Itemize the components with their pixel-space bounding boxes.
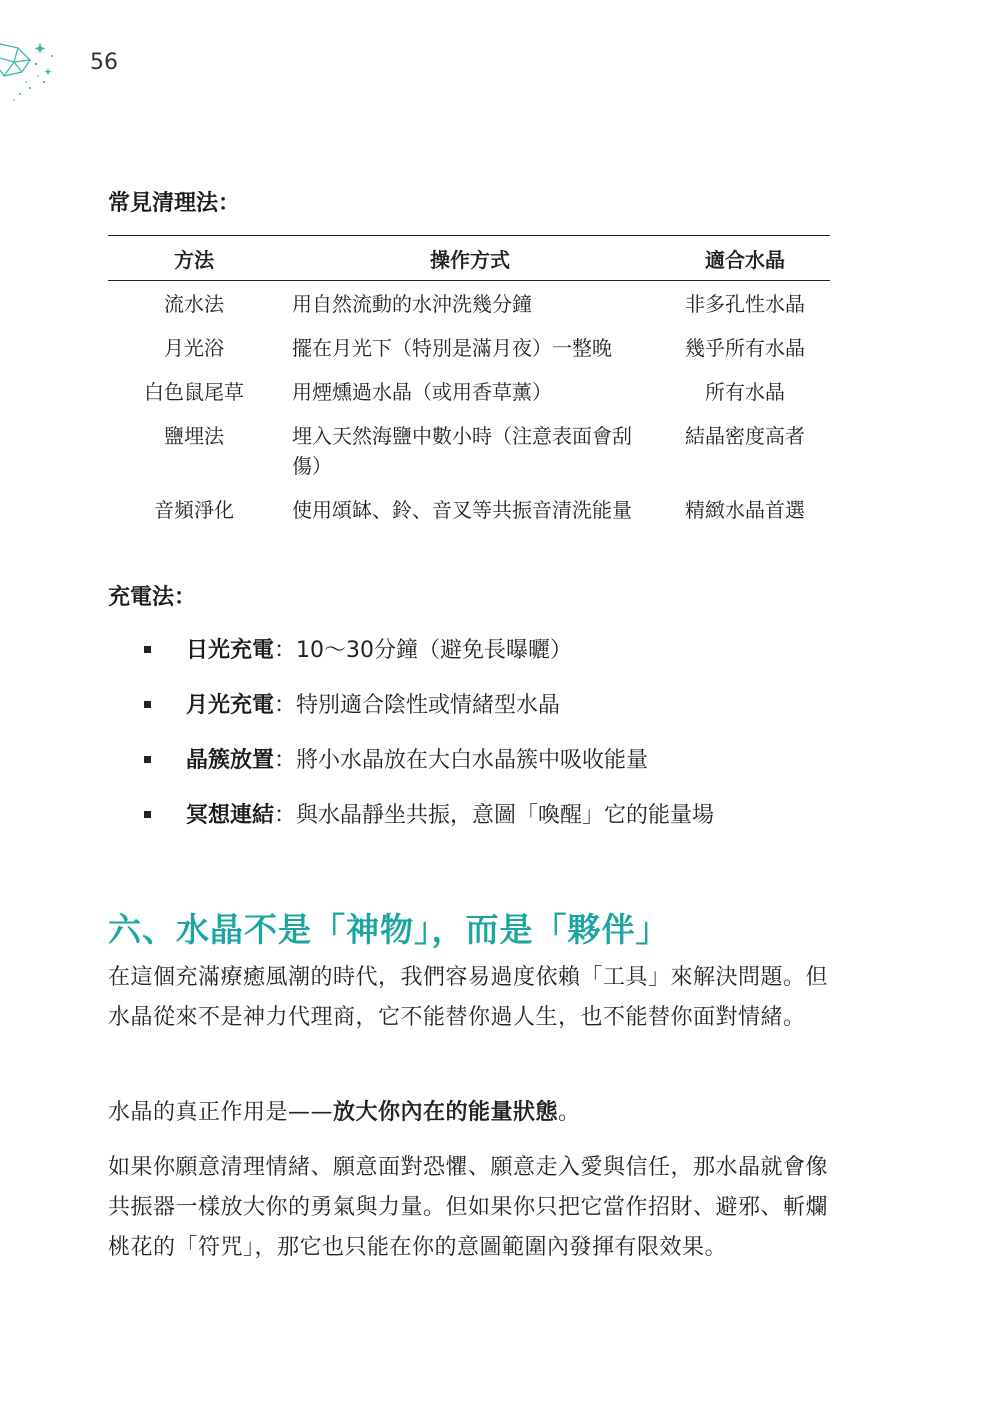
cell-method: 白色鼠尾草 — [144, 380, 244, 404]
table-header-rule — [108, 280, 830, 281]
cell-operation: 使用頌缽、鈴、音叉等共振音清洗能量 — [292, 498, 632, 522]
list-item — [140, 798, 714, 853]
cell-method: 鹽埋法 — [164, 424, 224, 448]
emphasis-text: 放大你內在的能量狀態 — [333, 1099, 559, 1125]
item-description: ：與水晶靜坐共振，意圖「喚醒」它的能量場 — [274, 803, 715, 828]
list-item — [140, 688, 714, 743]
cell-suitable: 精緻水晶首選 — [685, 498, 805, 522]
header-method: 方法 — [174, 247, 214, 272]
cell-suitable: 結晶密度高者 — [685, 424, 805, 448]
list-item — [140, 633, 714, 688]
cell-suitable: 幾乎所有水晶 — [685, 336, 805, 360]
item-description: ：10～30分鐘（避免長曝曬） — [274, 638, 573, 663]
body-paragraph: 在這個充滿療癒風潮的時代，我們容易過度依賴「工具」來解決問題。但水晶從來不是神力代理商，它不能替你過人生，也不能替你面對情緒。 — [108, 965, 829, 1030]
item-term: 月光充電 — [186, 692, 275, 718]
section-heading: 六、水晶不是「神物」，而是「夥伴」 — [108, 910, 670, 949]
cell-method: 月光浴 — [164, 336, 224, 360]
bullet-square-icon — [144, 756, 151, 763]
bullet-square-icon — [144, 646, 151, 653]
item-description: ：特別適合陰性或情緒型水晶 — [274, 693, 561, 718]
item-description: ：將小水晶放在大白水晶簇中吸收能量 — [274, 748, 649, 773]
page-number: 56 — [90, 50, 118, 75]
table-row — [108, 421, 830, 495]
cell-operation: 用煙燻過水晶（或用香草薰） — [292, 380, 552, 404]
crystal-sparkle-icon — [0, 30, 70, 105]
cell-suitable: 非多孔性水晶 — [685, 292, 805, 316]
item-term: 晶簇放置 — [186, 747, 275, 773]
table-row — [108, 333, 830, 377]
header-suitable: 適合水晶 — [705, 247, 785, 272]
item-term: 日光充電 — [186, 637, 275, 663]
table-row — [108, 289, 830, 333]
cell-operation: 擺在月光下（特別是滿月夜）一整晚 — [292, 336, 612, 360]
cell-method: 音頻淨化 — [154, 498, 234, 522]
bullet-square-icon — [144, 701, 151, 708]
body-paragraph: 如果你願意清理情緒、願意面對恐懼、願意走入愛與信任，那水晶就會像共振器一樣放大你的勇氣與力量。但如果你只把它當作招財、避邪、斬爛桃花的「符咒」，那它也只能在你的意圖範圍內發揮有限效果。 — [108, 1155, 829, 1260]
cleaning-methods-table — [108, 235, 830, 569]
charging-methods-label: 充電法： — [108, 584, 197, 610]
header-operation: 操作方式 — [430, 247, 510, 272]
cleaning-methods-label: 常見清理法： — [108, 190, 241, 216]
table-row — [108, 377, 830, 421]
charging-methods-list — [140, 633, 714, 853]
cell-method: 流水法 — [164, 292, 224, 316]
paragraph-text: 。 — [558, 1100, 581, 1125]
item-term: 冥想連結 — [186, 802, 275, 828]
bullet-square-icon — [144, 811, 151, 818]
paragraph-text: 水晶的真正作用是—— — [108, 1100, 334, 1125]
table-row — [108, 495, 830, 569]
cell-operation: 用自然流動的水沖洗幾分鐘 — [292, 292, 532, 316]
cell-suitable: 所有水晶 — [705, 380, 785, 404]
body-paragraph — [108, 1092, 836, 1133]
table-header-row — [108, 236, 830, 280]
list-item — [140, 743, 714, 798]
cell-operation: 埋入天然海鹽中數小時（注意表面會刮傷） — [292, 424, 632, 478]
